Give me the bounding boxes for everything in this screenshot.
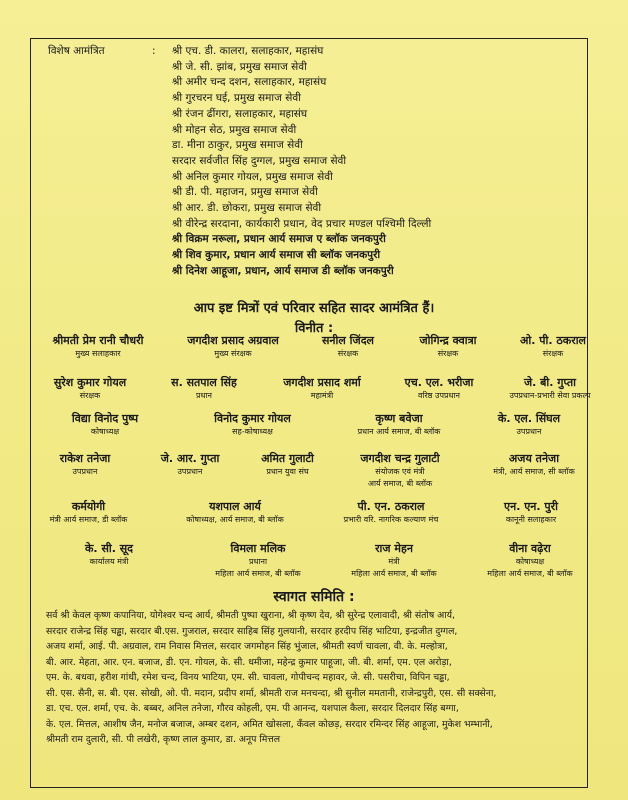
person-role: मंत्री xyxy=(388,557,400,566)
person-role: प्रधान युवा संघ xyxy=(266,467,309,476)
person-block xyxy=(40,412,170,438)
person-name: विमला मलिक xyxy=(230,542,286,555)
person-role: प्रधान आर्य समाज, बी ब्लॉक xyxy=(357,427,441,436)
person-block xyxy=(30,452,140,478)
person-role: मंत्री आर्य समाज, डी ब्लॉक xyxy=(49,515,128,524)
person-block xyxy=(393,334,503,360)
person-role: संरक्षक xyxy=(437,349,459,358)
invitee-item: सरदार सर्वजीत सिंह दुग्गल, प्रमुख समाज सेवी xyxy=(172,154,347,167)
committee-line: सी. एस. सैनी, स. बी. एस. सोखी, ओ. पी. मदान, प्रदीप शर्मा, श्रीमती राज मनचन्दा, श्री सुनील ममतानी, राजेन्द्रपुरी, एस. सी सक्सेना, xyxy=(46,687,497,699)
person-role-line2: महिला आर्य समाज, बी ब्लॉक xyxy=(351,569,437,578)
person-name: जगदीश प्रसाद अग्रवाल xyxy=(187,334,279,347)
person-block xyxy=(340,412,458,438)
person-role: संरक्षक xyxy=(337,349,359,358)
person-block xyxy=(490,376,610,402)
person-block xyxy=(150,376,258,402)
person-role-line2: महिला आर्य समाज, बी ब्लॉक xyxy=(487,569,573,578)
person-role: कोषाध्यक्ष xyxy=(90,427,120,436)
person-block xyxy=(28,334,168,360)
person-block xyxy=(330,452,470,490)
person-name: कर्मयोगी xyxy=(71,500,106,513)
person-block xyxy=(168,334,298,360)
vineet-heading: विनीत : xyxy=(294,321,334,336)
invitee-item: श्री अनिल कुमार गोयल, प्रमुख समाज सेवी xyxy=(172,170,333,183)
person-block xyxy=(474,412,584,438)
person-block xyxy=(240,452,335,478)
person-block xyxy=(324,542,464,580)
person-name: अजय तनेजा xyxy=(508,452,560,465)
person-role-line2: आर्य समाज, बी ब्लॉक xyxy=(367,479,433,488)
person-block xyxy=(503,334,603,360)
person-name: एन. एन. पुरी xyxy=(504,500,558,513)
invitee-item: श्री एच. डी. कालरा, सलाहकार, महासंघ xyxy=(172,45,324,57)
person-role: प्रभारी वरि. नागरिक कल्याण मंच xyxy=(343,515,439,524)
welcome-committee-list xyxy=(46,608,584,748)
person-name: जगदीश प्रसाद शर्मा xyxy=(283,376,361,389)
invitee-list xyxy=(172,44,572,280)
person-block xyxy=(64,542,154,568)
person-block xyxy=(298,334,398,360)
person-name: श्रीमती प्रेम रानी चौधरी xyxy=(52,334,144,347)
person-name: सनील जिंदल xyxy=(322,334,374,347)
person-role: वरिष्ठ उपप्रधान xyxy=(418,391,460,400)
person-block xyxy=(140,452,240,478)
person-name: राज मेहन xyxy=(375,542,413,555)
welcome-committee-title: स्वागत समिति : xyxy=(273,589,355,605)
person-role: कानूनी सलाहकार xyxy=(505,515,557,524)
committee-line: सर्व श्री केवल कृष्ण कपानिया, योगेश्वर चन्द आर्य, श्रीमती पुष्पा खुराना, श्री कृष्ण देव, श्री सुरेन्द्र एलावादी, श्री संतोष आर्य, xyxy=(46,610,456,621)
person-block xyxy=(476,500,586,526)
person-role: संरक्षक xyxy=(79,391,101,400)
person-role: उपप्रधान xyxy=(516,427,542,436)
committee-line: डा. एच. एल. शर्मा, एच. के. बब्बर, अनिल तनेजा, गौरव कोहली, एम. पी आनन्द, यशपाल कैला, सरदार दिलदार सिंह बग्गा, xyxy=(46,703,459,714)
invitee-item: श्री आर. डी. छोकरा, प्रमुख समाज सेवी xyxy=(172,202,322,215)
person-block xyxy=(185,412,320,438)
person-block xyxy=(160,500,310,526)
invitee-item: डा. मीना ठाकुर, प्रमुख समाज सेवी xyxy=(172,139,303,152)
person-role: प्रधाना xyxy=(248,557,268,566)
person-name: जे. आर. गुप्ता xyxy=(160,452,220,465)
invitee-item: श्री गुरचरन घई, प्रमुख समाज सेवी xyxy=(172,92,301,105)
person-name: पी. एन. ठकराल xyxy=(357,500,425,513)
person-name: विद्या विनोद पुष्प xyxy=(71,412,139,425)
person-role-line2: महिला आर्य समाज, बी ब्लॉक xyxy=(215,569,301,578)
person-name: स. सतपाल सिंह xyxy=(171,376,237,389)
person-name: अमित गुलाटी xyxy=(261,452,314,465)
person-name: एच. एल. भरीजा xyxy=(404,376,474,389)
person-name: कृष्ण बवेजा xyxy=(375,412,423,425)
committee-line: सरदार राजेन्द्र सिंह चड्ढा, सरदार बी.एस. गुजराल, सरदार साहिब सिंह गुलयानी, सरदार हरदीप सिंह भाटिया, इन्द्रजीत दुग्गल, xyxy=(46,625,458,637)
person-block xyxy=(470,452,598,478)
committee-line: अजय शर्मा, आई. पी. अग्रवाल, राम निवास मित्तल, सरदार जगमोहन सिंह भुंजाल, श्रीमती स्वर्ण चावला, वी. के. मल्होत्रा, xyxy=(46,641,448,652)
committee-line: एम. के. बधवा, हरीश गांधी, रमेश चन्द, विनय भाटिया, एम. सी. चावला, गोपीचन्द महावर, जे. सी. पसरीचा, विपिन चड्ढा, xyxy=(46,672,450,683)
invitee-item: श्री जे. सी. झांब, प्रमुख समाज सेवी xyxy=(172,60,307,73)
person-role: कोषाध्यक्ष xyxy=(515,557,545,566)
person-role: उपप्रधान xyxy=(72,467,98,476)
person-name: विनोद कुमार गोयल xyxy=(214,412,291,425)
person-name: ओ. पी. ठकराल xyxy=(519,334,586,347)
invitee-item: श्री डी. पी. महाजन, प्रमुख समाज सेवी xyxy=(172,186,318,199)
person-role: सह-कोषाध्यक्ष xyxy=(232,427,273,436)
person-role: मुख्य सलाहकार xyxy=(75,349,121,358)
person-name: के. सी. सूद xyxy=(84,542,134,555)
person-role: कोषाध्यक्ष, आर्य समाज, बी ब्लॉक xyxy=(186,515,284,524)
person-role: संयोजक एवं मंत्री xyxy=(375,467,425,476)
person-role: संरक्षक xyxy=(542,349,564,358)
person-name: जगदीश चन्द्र गुलाटी xyxy=(360,452,440,465)
person-role: उपप्रधान xyxy=(177,467,203,476)
committee-line: श्रीमती राम दुलारी, सी. पी लखेरी, कृष्ण लाल कुमार, डा. अनूप मित्तल xyxy=(46,734,281,745)
label-colon: : xyxy=(152,45,156,57)
invitee-item: श्री मोहन सेठ, प्रमुख समाज सेवी xyxy=(172,123,297,136)
person-name: सुरेश कुमार गोयल xyxy=(53,376,127,389)
invitee-item: श्री विक्रम नरूला, प्रधान आर्य समाज ए ब्लॉक जनकपुरी xyxy=(172,233,386,246)
person-name: जे. बी. गुप्ता xyxy=(523,376,576,389)
person-role: मंत्री, आर्य समाज, सी ब्लॉक xyxy=(493,467,575,476)
person-block xyxy=(258,376,386,402)
person-name: यशपाल आर्य xyxy=(209,500,261,513)
invitee-item: श्री रंजन ढींगरा, सलाहकार, महासंघ xyxy=(172,107,308,120)
invitee-item: श्री अमीर चन्द दशन, सलाहकार, महासंघ xyxy=(172,76,327,89)
invitee-item: श्री दिनेश आहूजा, प्रधान, आर्य समाज डी ब्लॉक जनकपुरी xyxy=(172,264,394,277)
person-block xyxy=(460,542,600,580)
invitation-line: आप इष्ट मित्रों एवं परिवार सहित सादर आमंत्रित हैं। xyxy=(193,301,435,316)
person-role: प्रधान xyxy=(196,391,212,400)
person-role: उपप्रधान-प्रभारी सेवा प्रकल्प xyxy=(509,391,591,400)
person-block xyxy=(30,376,150,402)
committee-line: बी. आर. मेहता, आर. एन. बजाज, डी. एन. गोयल, के. सी. धमीजा, महेन्द्र कुमार पाहूजा, जी. बी. शर्मा, एम. एल अरोड़ा, xyxy=(46,656,452,668)
person-name: राकेश तनेजा xyxy=(59,452,111,465)
invitee-item: श्री शिव कुमार, प्रधान आर्य समाज सी ब्लॉक जनकपुरी xyxy=(172,249,381,262)
person-role: महामंत्री xyxy=(310,391,334,400)
person-name: के. एल. सिंघल xyxy=(497,412,561,425)
invitee-item: श्री वीरेन्द्र सरदाना, कार्यकारी प्रधान, वेद प्रचार मण्डल पश्चिमी दिल्ली xyxy=(172,217,432,230)
special-invitees-label: विशेष आमंत्रित xyxy=(48,45,105,57)
person-name: जोगिन्द्र क्वात्रा xyxy=(419,334,477,347)
person-block xyxy=(384,376,494,402)
person-role: कार्यालय मंत्री xyxy=(89,557,129,566)
person-block xyxy=(316,500,466,526)
person-role: मुख्य संरक्षक xyxy=(214,349,252,358)
person-block xyxy=(26,500,151,526)
person-name: वीना वढ़ेरा xyxy=(509,542,551,555)
person-block xyxy=(188,542,328,580)
committee-line: के. एल. मित्तल, आशीष जैन, मनोज बजाज, अम्बर दशन, अमित खोसला, कँवल कोछड़, सरदार रमिन्दर सिंह आहूजा, मुकेश भम्भानी, xyxy=(46,718,493,730)
